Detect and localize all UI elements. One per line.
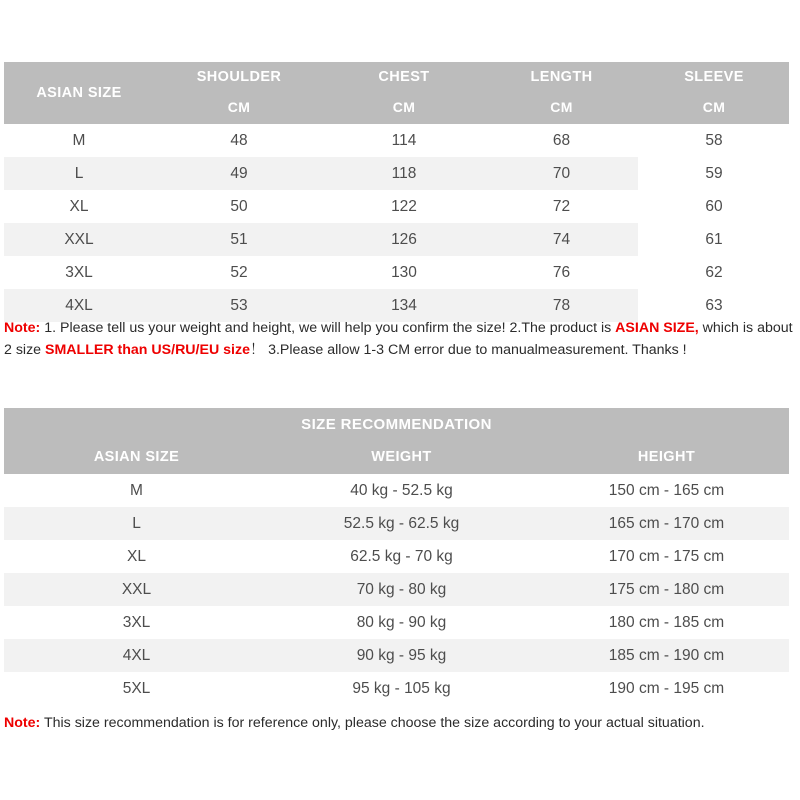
note-recommendation-label: Note: xyxy=(4,715,41,731)
cell-sleeve: 60 xyxy=(705,198,723,215)
column-header-chest xyxy=(324,62,484,124)
cell-length: 68 xyxy=(552,132,571,149)
cell-sleeve: 59 xyxy=(705,165,723,182)
cell-shoulder: 51 xyxy=(230,231,248,248)
note-measurement-label: Note: xyxy=(4,320,41,336)
cell-asian-size: M xyxy=(72,132,86,149)
column-header-shoulder-label: SHOULDER xyxy=(196,69,282,85)
cell-sleeve: 62 xyxy=(705,264,723,281)
recommendation-header-row xyxy=(4,441,789,474)
note-measurement xyxy=(4,318,794,361)
column-header-length xyxy=(484,62,639,124)
note-measurement-part1: 1. Please tell us your weight and height, we will help you confirm the size! 2.The product is xyxy=(40,320,616,336)
column-header-shoulder xyxy=(154,62,324,124)
rec-column-header-weight: WEIGHT xyxy=(371,449,432,465)
cell-length: 76 xyxy=(552,264,571,281)
cell-asian-size: 4XL xyxy=(122,647,151,664)
cell-shoulder: 48 xyxy=(230,132,248,149)
cell-asian-size: 3XL xyxy=(122,614,151,631)
cell-asian-size: XL xyxy=(127,548,146,565)
cell-asian-size: M xyxy=(130,482,143,499)
cell-height: 165 cm - 170 cm xyxy=(608,515,725,532)
table-row xyxy=(4,540,789,573)
table-row xyxy=(4,573,789,606)
cell-asian-size: L xyxy=(132,515,141,532)
cell-asian-size: 3XL xyxy=(65,264,93,281)
column-header-length-label: LENGTH xyxy=(530,69,593,85)
cell-asian-size: L xyxy=(74,165,84,182)
cell-weight: 40 kg - 52.5 kg xyxy=(350,482,453,499)
cell-length: 70 xyxy=(552,165,571,182)
cell-chest: 114 xyxy=(391,132,417,149)
size-table-header-row xyxy=(4,62,789,124)
cell-chest: 130 xyxy=(391,264,417,281)
column-header-shoulder-unit: CM xyxy=(227,99,251,115)
cell-shoulder: 49 xyxy=(230,165,248,182)
column-header-length-unit: CM xyxy=(550,99,573,115)
recommendation-table-body xyxy=(4,474,789,705)
column-header-sleeve-unit: CM xyxy=(702,99,726,115)
cell-weight: 62.5 kg - 70 kg xyxy=(350,548,453,565)
note-measurement-highlight-asian-size: ASIAN SIZE, xyxy=(615,320,699,336)
cell-chest: 118 xyxy=(391,165,417,182)
rec-column-header-height: HEIGHT xyxy=(637,449,696,465)
cell-height: 170 cm - 175 cm xyxy=(608,548,725,565)
cell-sleeve: 61 xyxy=(705,231,723,248)
cell-weight: 52.5 kg - 62.5 kg xyxy=(343,515,460,532)
size-table-body xyxy=(4,124,789,322)
table-row xyxy=(4,474,789,507)
cell-chest: 126 xyxy=(391,231,417,248)
cell-height: 175 cm - 180 cm xyxy=(608,581,725,598)
cell-asian-size: 5XL xyxy=(122,680,151,697)
note-measurement-part3: ！ 3.Please allow 1-3 CM error due to manualmeasurement. Thanks ! xyxy=(249,341,687,358)
cell-asian-size: XL xyxy=(69,198,89,215)
recommendation-title: SIZE RECOMMENDATION xyxy=(4,408,789,441)
cell-height: 180 cm - 185 cm xyxy=(608,614,725,631)
cell-length: 72 xyxy=(552,198,571,215)
note-measurement-part2: which is about 2 size xyxy=(4,320,793,358)
size-recommendation-table xyxy=(4,408,789,705)
cell-asian-size: 4XL xyxy=(65,297,93,314)
cell-sleeve: 63 xyxy=(705,297,723,314)
column-header-sleeve-label: SLEEVE xyxy=(684,69,744,85)
column-header-asian-size-label: ASIAN SIZE xyxy=(36,84,122,101)
cell-weight: 95 kg - 105 kg xyxy=(352,680,451,697)
column-header-chest-unit: CM xyxy=(392,99,416,115)
size-measurement-table xyxy=(4,62,789,322)
table-row xyxy=(4,256,789,289)
table-row xyxy=(4,190,789,223)
table-row xyxy=(4,157,789,190)
cell-sleeve: 58 xyxy=(705,132,723,149)
table-row xyxy=(4,507,789,540)
cell-weight: 70 kg - 80 kg xyxy=(356,581,447,598)
note-recommendation-text: This size recommendation is for reference only, please choose the size according to your actual situation. xyxy=(40,715,705,731)
cell-shoulder: 50 xyxy=(230,198,248,215)
cell-chest: 134 xyxy=(391,297,417,314)
column-header-chest-label: CHEST xyxy=(378,69,430,85)
note-measurement-highlight-smaller: SMALLER than US/RU/EU size xyxy=(45,341,250,358)
table-row xyxy=(4,606,789,639)
cell-chest: 122 xyxy=(391,198,417,215)
cell-height: 150 cm - 165 cm xyxy=(608,482,725,499)
table-row xyxy=(4,672,789,705)
column-header-asian-size xyxy=(4,62,154,124)
cell-asian-size: XXL xyxy=(64,231,94,248)
rec-column-header-asian-size: ASIAN SIZE xyxy=(93,449,180,465)
note-recommendation xyxy=(4,712,784,734)
table-row xyxy=(4,639,789,672)
table-row xyxy=(4,124,789,157)
column-header-sleeve xyxy=(639,62,789,124)
table-row xyxy=(4,223,789,256)
cell-height: 185 cm - 190 cm xyxy=(608,647,725,664)
cell-asian-size: XXL xyxy=(121,581,152,598)
cell-height: 190 cm - 195 cm xyxy=(608,680,725,697)
cell-shoulder: 52 xyxy=(230,264,248,281)
cell-weight: 90 kg - 95 kg xyxy=(356,647,447,664)
cell-length: 74 xyxy=(552,231,571,248)
cell-length: 78 xyxy=(552,297,571,314)
cell-weight: 80 kg - 90 kg xyxy=(356,614,447,631)
cell-shoulder: 53 xyxy=(230,297,248,314)
